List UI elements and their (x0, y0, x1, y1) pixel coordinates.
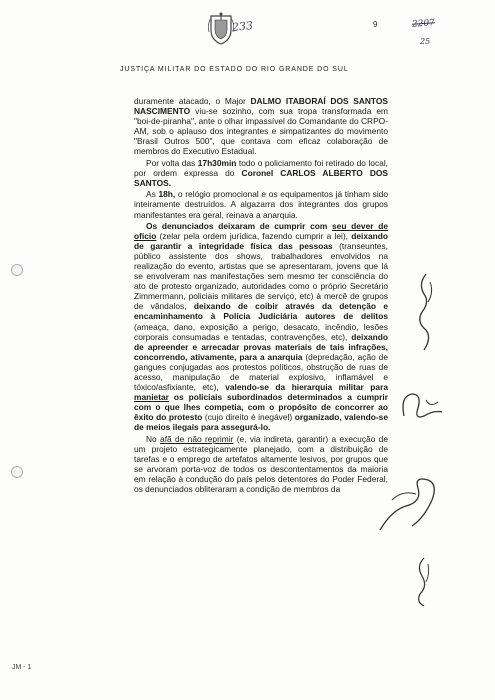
form-code: JM - 1 (12, 664, 32, 671)
body-text (134, 96, 388, 494)
paragraph: As 18h, o relógio promocional e os equipamentos já tinham sido inteiramente destruídos. A algazarra dos integrantes dos grupos manifestantes era geral, reinava a anarquia. (134, 189, 388, 220)
page-stamp-number: 233 (231, 18, 254, 35)
paragraph: Os denunciados deixaram de cumprir com seu dever de ofício (zelar pela ordem jurídica, fazendo cumprir a lei), deixando de garantir a integridade física das pessoas (transeuntes, público assistente dos shows, trabalhadores envolvidos na realização do evento, artistas que se apresentaram, jovens que lá se envolveram nas manifestações sem mesmo ter consciência do ato de protesto organizado, autoridades como o próprio Secretário Zimmermann, policiais militares de serviço, etc) à mercê de grupos de vândalos, deixando de coibir através da detenção e encaminhamento à Polícia Judiciária autores de delitos (ameaça, dano, exposição a perigo, desacato, incêndio, lesões corporais consumadas e tentadas, contravenções, etc), deixando de apreender e arrecadar provas materiais de tais infrações, concorrendo, ativamente, para a anarquia (depredação, ação de gangues conjugadas aos protestos políticos, obstrução de ruas de acesso, manipulação de material explosivo, inflamável e tóxico/asfixiante, etc), valendo-se da hierarquia militar para manietar os policiais subordinados determinados a cumprir com o que lhes competia, com o propósito de concorrer ao êxito do protesto (cujo direito é inegável) organizado, valendo-se de meios ilegais para assegurá-lo. (134, 221, 389, 432)
state-coat-of-arms-icon (207, 12, 235, 46)
paragraph: No afã de não reprimir (e, via indireta, garantir) a execução de um projeto estrategicamente planejado, com a distribuição de tarefas e o emprego de artefatos altamente lesivos, por grupos que se arvoram porta-voz de todos os descontentamentos da maioria em relação à condução do país pelos detentores do Poder Federal, os denunciados obliteraram a condição de membros da (134, 433, 388, 494)
punch-hole-icon (11, 264, 23, 276)
signature-mark-icon (412, 556, 434, 608)
page-number: 9 (373, 20, 378, 29)
punch-hole-icon (11, 466, 23, 478)
signature-mark-icon (372, 470, 442, 540)
paragraph: Por volta das 17h30min todo o policiamento foi retirado do local, por ordem expressa do Coronel CARLOS ALBERTO DOS SANTOS. (134, 157, 389, 188)
signature-mark-icon (412, 272, 438, 352)
folio-stamp: 2207 (411, 18, 436, 30)
paragraph: duramente atacado, o Major DALMO ITABORAÍ DOS SANTOS NASCIMENTO viu-se sozinho, com sua tropa transformada em "boi-de-piranha", ante o olhar impassível do Comandante do CRPO-AM, sob o aplauso dos integrantes e simpatizantes do movimento "Brasil Outros 500", que contava com eficaz colaboração de membros do Executivo Estadual. (134, 96, 388, 157)
signature-mark-icon (398, 386, 448, 426)
institution-header: JUSTIÇA MILITAR DO ESTADO DO RIO GRANDE DO SUL (120, 66, 349, 73)
folio-stamp-secondary: 25 (420, 37, 431, 46)
